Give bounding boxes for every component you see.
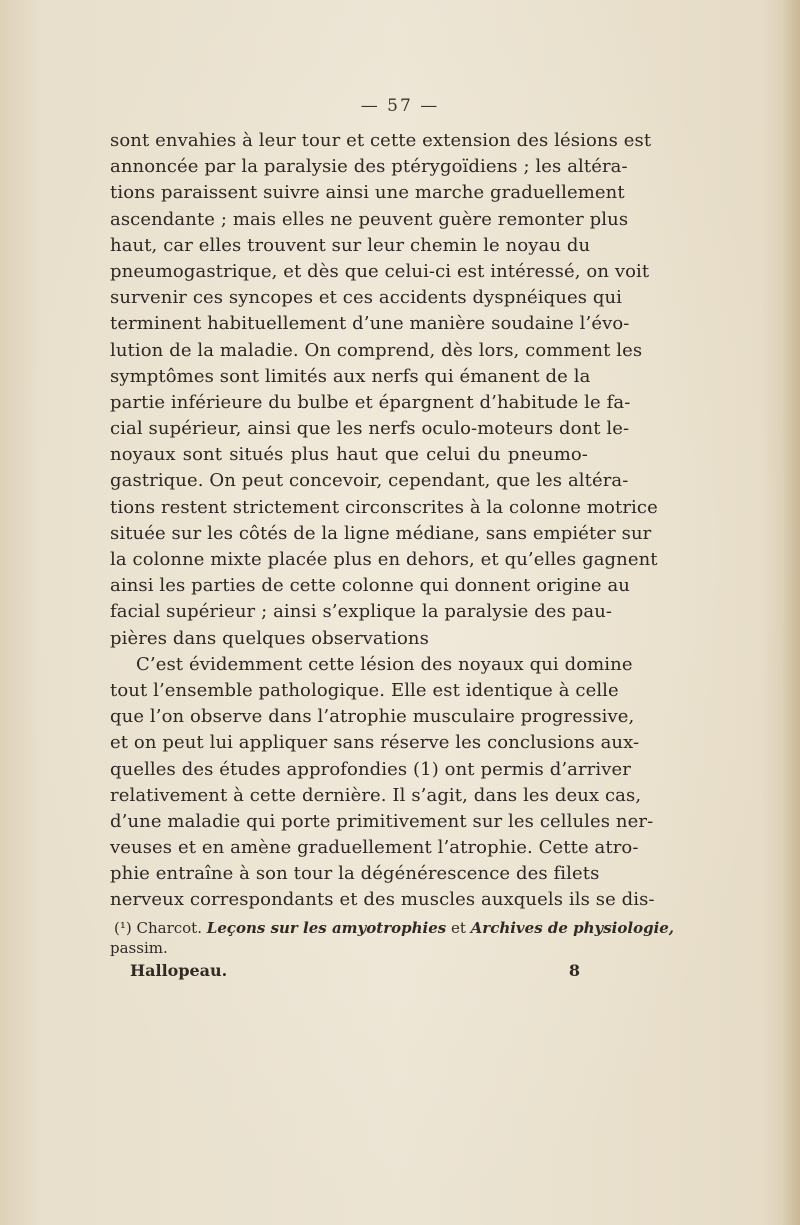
footnote-connector: et bbox=[450, 919, 466, 937]
text-line: ainsi les parties de cette colonne qui donnent origine au bbox=[110, 575, 630, 597]
text-line: tout l’ensemble pathologique. Elle est identique à celle bbox=[110, 679, 619, 701]
page-number: — 57 — bbox=[360, 96, 440, 116]
text-line: située sur les côtés de la ligne médiane, sans empiéter sur bbox=[110, 522, 652, 544]
text-line: pières dans quelques observations bbox=[110, 627, 429, 649]
text-line: survenir ces syncopes et ces accidents dyspnéiques qui bbox=[110, 287, 623, 309]
text-line: d’une maladie qui porte primitivement sur les cellules ner- bbox=[110, 810, 654, 832]
page-edge-shadow bbox=[782, 0, 800, 1225]
text-line: C’est évidemment cette lésion des noyaux qui domine bbox=[136, 653, 633, 675]
text-line: phie entraîne à son tour la dégénérescence des filets bbox=[110, 863, 600, 885]
sheet-number: 8 bbox=[568, 961, 580, 980]
text-line: tions restent strictement circonscrites à la colonne motrice bbox=[110, 496, 658, 518]
text-line: relativement à cette dernière. Il s’agit, dans les deux cas, bbox=[110, 784, 642, 806]
footnote bbox=[110, 918, 675, 958]
text-line: ascendante ; mais elles ne peuvent guère remonter plus bbox=[110, 208, 629, 230]
text-line: tions paraissent suivre ainsi une marche graduellement bbox=[110, 182, 625, 204]
signature-name: Hallopeau. bbox=[130, 961, 228, 980]
body-text bbox=[110, 128, 658, 914]
text-line: veuses et en amène graduellement l’atrophie. Cette atro- bbox=[110, 837, 639, 859]
text-line: cial supérieur, ainsi que les nerfs oculo-moteurs dont le- bbox=[110, 418, 630, 440]
text-line: lution de la maladie. On comprend, dès lors, comment les bbox=[110, 339, 643, 361]
text-line: pneumogastrique, et dès que celui-ci est intéressé, on voit bbox=[110, 260, 650, 282]
footnote-title: Leçons sur les amyotrophies bbox=[206, 919, 447, 937]
footnote-line-2: passim. bbox=[110, 939, 168, 957]
footnote-author: Charcot. bbox=[136, 919, 202, 937]
text-line: sont envahies à leur tour et cette extension des lésions est bbox=[110, 130, 652, 151]
text-line: que l’on observe dans l’atrophie musculaire progressive, bbox=[110, 706, 635, 728]
footnote-line bbox=[110, 918, 675, 938]
text-line: symptômes sont limités aux nerfs qui émanent de la bbox=[110, 365, 591, 387]
text-line: la colonne mixte placée plus en dehors, et qu’elles gagnent bbox=[110, 549, 658, 570]
text-line: annoncée par la paralysie des ptérygoïdiens ; les altéra- bbox=[110, 156, 628, 178]
text-line: facial supérieur ; ainsi s’explique la paralysie des pau- bbox=[110, 601, 613, 623]
text-line: et on peut lui appliquer sans réserve les conclusions aux- bbox=[110, 732, 640, 754]
text-line: gastrique. On peut concevoir, cependant, que les altéra- bbox=[110, 470, 629, 492]
text-line: haut, car elles trouvent sur leur chemin le noyau du bbox=[110, 234, 591, 256]
text-line: quelles des études approfondies (1) ont permis d’arriver bbox=[110, 758, 631, 780]
text-line: terminent habituellement d’une manière soudaine l’évo- bbox=[110, 313, 630, 335]
footnote-marker: (¹) bbox=[114, 919, 132, 937]
text-line: partie inférieure du bulbe et épargnent d’habitude le fa- bbox=[110, 391, 631, 413]
signature-line bbox=[130, 961, 580, 980]
text-line: noyaux sont situés plus haut que celui du pneumo- bbox=[110, 444, 588, 466]
footnote-journal: Archives de physiologie, bbox=[470, 919, 675, 937]
text-line: nerveux correspondants et des muscles auxquels ils se dis- bbox=[110, 889, 655, 911]
